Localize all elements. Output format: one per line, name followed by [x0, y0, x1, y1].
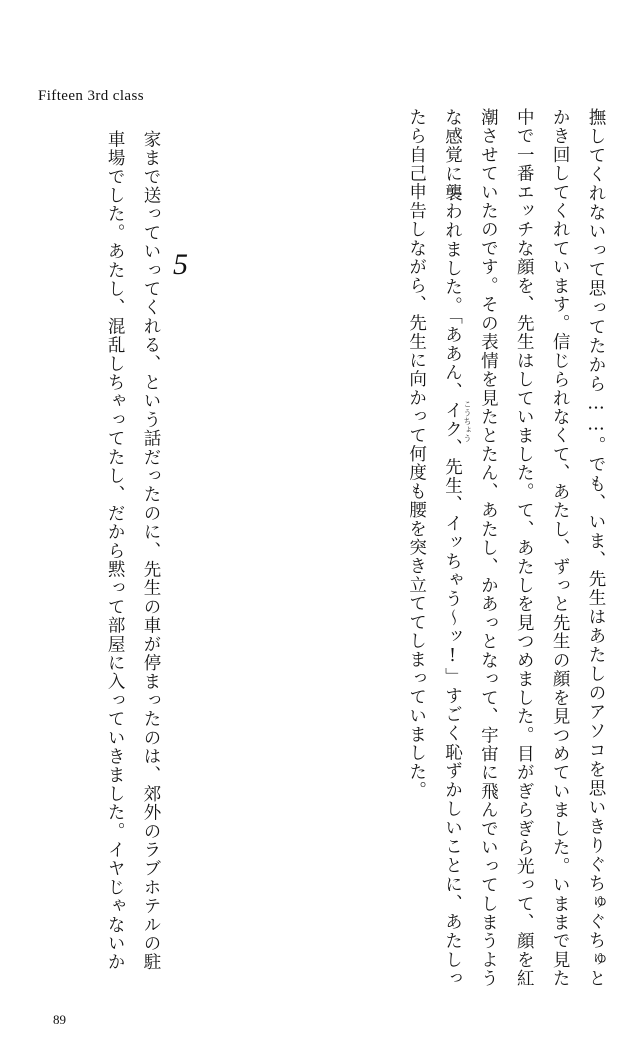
page-number: 89: [53, 1012, 66, 1027]
vertical-text-block-primary: [398, 108, 613, 988]
vertical-text-block-secondary: [96, 130, 168, 990]
ruby-gloss: こうちょう: [463, 400, 472, 443]
paragraph-primary: 撫してくれないって思ってたから……。でも、いま、先生はあたしのアソコを思いきりぐちゅぐちゅとかき回してくれています。信じられなくて、あたし、ずっと先生の顔を見つめていました。いままで見た中で一番エッチな顔を、先生はしていました。て、あたしを見つめました。目がぎらぎら光って、顔を紅潮させていたのです。その表情を見たとたん、あたし、かあっとなって、宇宙に飛んでいってしまうような感覚に襲われました。「ああん、イク、先生、イッちゃう～ッ!」すごく恥ずかしいことに、あたしったら自己申告しながら、先生に向かって何度も腰を突き立ててしまっていました。: [406, 108, 606, 988]
paragraph-secondary: 家まで送っていってくれる、という話だったのに、先生の車が停まったのは、郊外のラブホテルの駐車場でした。あたし、混乱しちゃってたし、だから黙って部屋に入っていきました。イヤじゃないか: [105, 130, 161, 972]
section-number: 5: [173, 248, 188, 281]
running-head: Fifteen 3rd class: [38, 88, 144, 104]
